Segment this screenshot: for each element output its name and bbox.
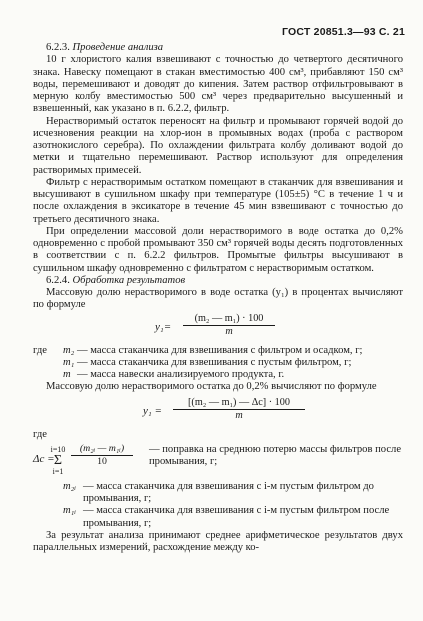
formula-lhs: y₁ =	[143, 404, 162, 417]
sigma-symbol: Σ	[53, 452, 63, 468]
paragraph: Массовую долю нерастворимого в воде остатка (y₁) в процентах вычисляют по формуле	[33, 287, 403, 311]
definition-term: m₂ᵢ	[63, 480, 77, 492]
section-6-2-4-heading	[33, 275, 403, 287]
section-title: Проведение анализа	[72, 42, 164, 53]
page-header: ГОСТ 20851.3—93 С. 21	[282, 26, 405, 38]
formula-fraction	[173, 397, 305, 423]
formula-2	[33, 395, 403, 427]
definition-row	[33, 345, 403, 357]
definition-text: — масса стаканчика для взвешивания с фильтром и осадком, г;	[77, 344, 363, 356]
definition-row	[33, 369, 403, 381]
section-title: Обработка результатов	[72, 274, 186, 286]
section-6-2-3-heading	[33, 42, 403, 54]
formula-denominator: m	[225, 325, 233, 337]
correction-lhs: Δc =	[33, 452, 55, 465]
formula-fraction	[183, 313, 275, 339]
sum-upper-limit: i=10	[50, 444, 66, 454]
correction-description: — поправка на среднюю потерю массы фильтров после промывания, г;	[149, 443, 402, 467]
paragraph: При определении массовой доли нерастворимого в воде остатка до 0,2% одновременно с пробой промывают 350 см³ горячей воды десять подготовленных в соответствии с п. 6.2.2 фильтров. Промытые фильтры высушивают в сушильном шкафу одновременно с фильтратом с нерастворимым остатком.	[33, 225, 403, 274]
correction-numerator: (m₂ᵢ — m₁ᵢ)	[79, 442, 125, 454]
formula-numerator: [(m₂ — m₁) — Δc] · 100	[188, 396, 290, 408]
where-label: где	[33, 428, 47, 440]
paragraph: Массовую долю нерастворимого остатка до 0,2% вычисляют по формуле	[46, 381, 377, 393]
section-number: 6.2.3.	[46, 42, 70, 53]
definitions-1	[33, 345, 403, 382]
definition-row	[33, 481, 403, 506]
formula-denominator: m	[235, 409, 243, 421]
definition-row	[33, 357, 403, 369]
definition-term: m₁	[63, 356, 75, 368]
definition-term: m₁ᵢ	[63, 505, 77, 517]
definition-text: — масса стаканчика для взвешивания с i-м пустым фильтром после промывания, г;	[83, 505, 390, 529]
sum-sign	[47, 445, 69, 476]
correction-formula	[33, 441, 403, 481]
definitions-2	[33, 481, 403, 530]
correction-fraction	[71, 443, 133, 469]
definition-text: — масса стаканчика для взвешивания с i-м пустым фильтром до промывания, г;	[83, 480, 374, 504]
where-label: где	[33, 344, 47, 356]
definition-text: — масса навески анализируемого продукта, г.	[77, 369, 285, 380]
section-number: 6.2.4.	[46, 274, 70, 286]
definition-term: m₂	[63, 344, 75, 356]
paragraph: За результат анализа принимают среднее арифметическое результатов двух параллельных измерений, расхождение между ко-	[33, 529, 403, 553]
paragraph: Фильтр с нерастворимым остатком помещают в стаканчик для взвешивания и высушивают в сушильном шкафу при температуре (105±5) °С в течение 1 ч и после охлаждения в эксикаторе в течение 45 мин взвешивают с точностью до третьего десятичного знака.	[33, 176, 403, 225]
formula-1	[33, 313, 403, 343]
definition-term: m	[63, 369, 71, 380]
correction-denominator: 10	[97, 456, 107, 467]
paragraph: Нерастворимый остаток переносят на фильтр и промывают горячей водой до исчезновения реакции на хлор-ион в промывных водах (проба с раствором азотнокислого серебра). По охлаждении фильтрата колбу доливают водой до метки и тщательно перемешивают. Раствор используют для определения растворимых примесей.	[33, 115, 403, 176]
formula-numerator: (m₂ — m₁) · 100	[194, 312, 264, 324]
definition-row	[33, 505, 403, 530]
sum-lower-limit: i=1	[52, 466, 64, 476]
paragraph: 10 г хлористого калия взвешивают с точностью до четвертого десятичного знака. Навеску помещают в стакан вместимостью 400 см³, прибавляют 150 см³ воды, перемешивают и доводят до кипения. Затем раствор отфильтровывают в мерную колбу вместимостью 500 см³ через предварительно высушенный и взвешенный, как указано в п. 6.2.2, фильтр.	[33, 54, 403, 115]
page-content	[33, 42, 403, 554]
definition-text: — масса стаканчика для взвешивания с пустым фильтром, г;	[77, 356, 352, 368]
formula-lhs: y₁=	[155, 320, 172, 333]
